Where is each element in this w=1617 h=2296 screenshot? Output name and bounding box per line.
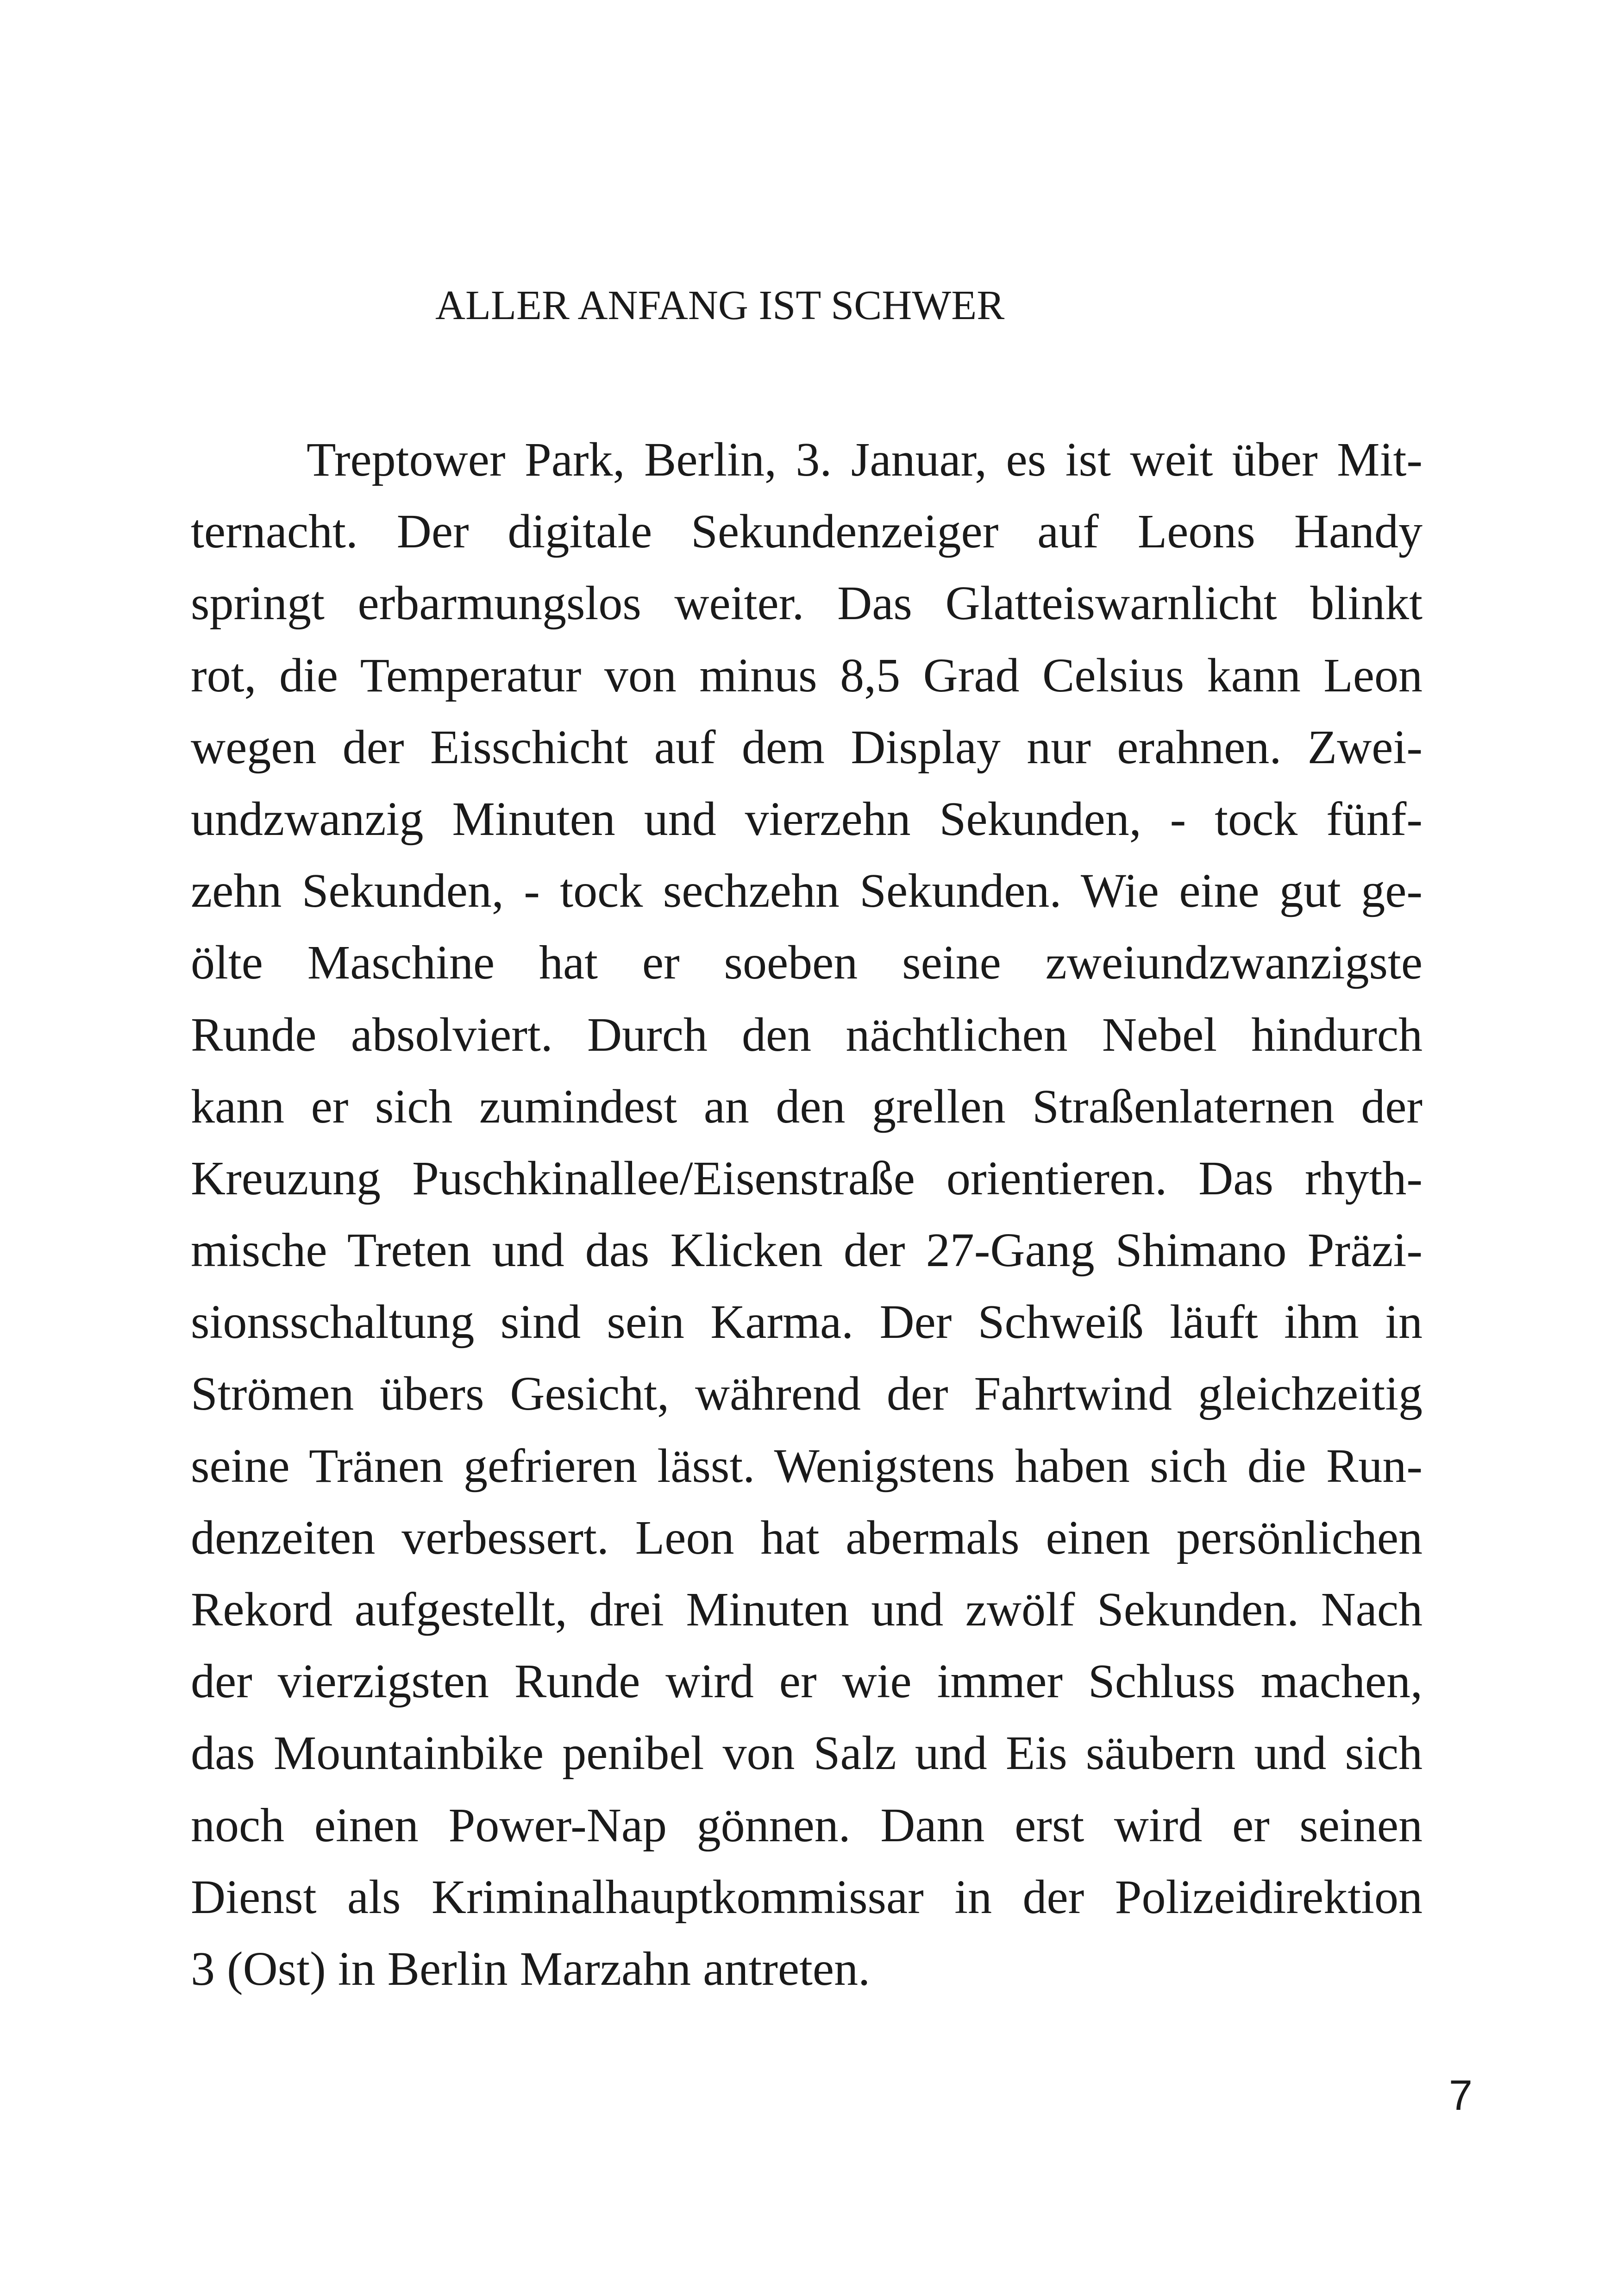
text-line: rot, die Temperatur von minus 8,5 Grad Celsius kann Leon (191, 648, 1423, 702)
text-line: Rekord aufgestellt, drei Minuten und zwölf Sekunden. Nach (191, 1583, 1423, 1636)
text-line: springt erbarmungslos weiter. Das Glatteiswarnlicht blinkt (191, 577, 1423, 630)
text-line: Strömen übers Gesicht, während der Fahrtwind gleichzeitig (191, 1367, 1423, 1421)
text-line: Treptower Park, Berlin, 3. Januar, es ist weit über Mit- (307, 433, 1423, 486)
text-line: denzeiten verbessert. Leon hat abermals einen persönlichen (191, 1511, 1423, 1564)
text-line: sionsschaltung sind sein Karma. Der Schweiß läuft ihm in (191, 1295, 1423, 1349)
text-line: ölte Maschine hat er soeben seine zweiundzwanzigste (191, 936, 1423, 990)
text-line: das Mountainbike penibel von Salz und Eis säubern und sich (191, 1726, 1423, 1780)
text-line: Kreuzung Puschkinallee/Eisenstraße orientieren. Das rhyth- (191, 1151, 1423, 1205)
text-line: Runde absolviert. Durch den nächtlichen Nebel hindurch (191, 1008, 1423, 1061)
chapter-title: ALLER ANFANG IST SCHWER (435, 282, 1005, 328)
chapter-paragraph (191, 424, 1423, 2005)
text-line: noch einen Power-Nap gönnen. Dann erst wird er seinen (191, 1798, 1423, 1852)
text-line: ternacht. Der digitale Sekundenzeiger auf Leons Handy (191, 505, 1423, 558)
text-line: undzwanzig Minuten und vierzehn Sekunden, - tock fünf- (191, 792, 1423, 846)
text-line: seine Tränen gefrieren lässt. Wenigstens haben sich die Run- (191, 1439, 1423, 1493)
text-line: kann er sich zumindest an den grellen Straßenlaternen der (191, 1079, 1423, 1133)
text-line: Dienst als Kriminalhauptkommissar in der Polizeidirektion (191, 1870, 1423, 1924)
text-line: zehn Sekunden, - tock sechzehn Sekunden. Wie eine gut ge- (191, 864, 1423, 918)
page-number: 7 (1448, 2072, 1473, 2119)
text-line: mische Treten und das Klicken der 27-Gang Shimano Präzi- (191, 1223, 1423, 1277)
text-line: der vierzigsten Runde wird er wie immer Schluss machen, (191, 1655, 1423, 1708)
text-line: 3 (Ost) in Berlin Marzahn antreten. (191, 1942, 871, 1995)
text-line: wegen der Eisschicht auf dem Display nur erahnen. Zwei- (191, 720, 1423, 774)
